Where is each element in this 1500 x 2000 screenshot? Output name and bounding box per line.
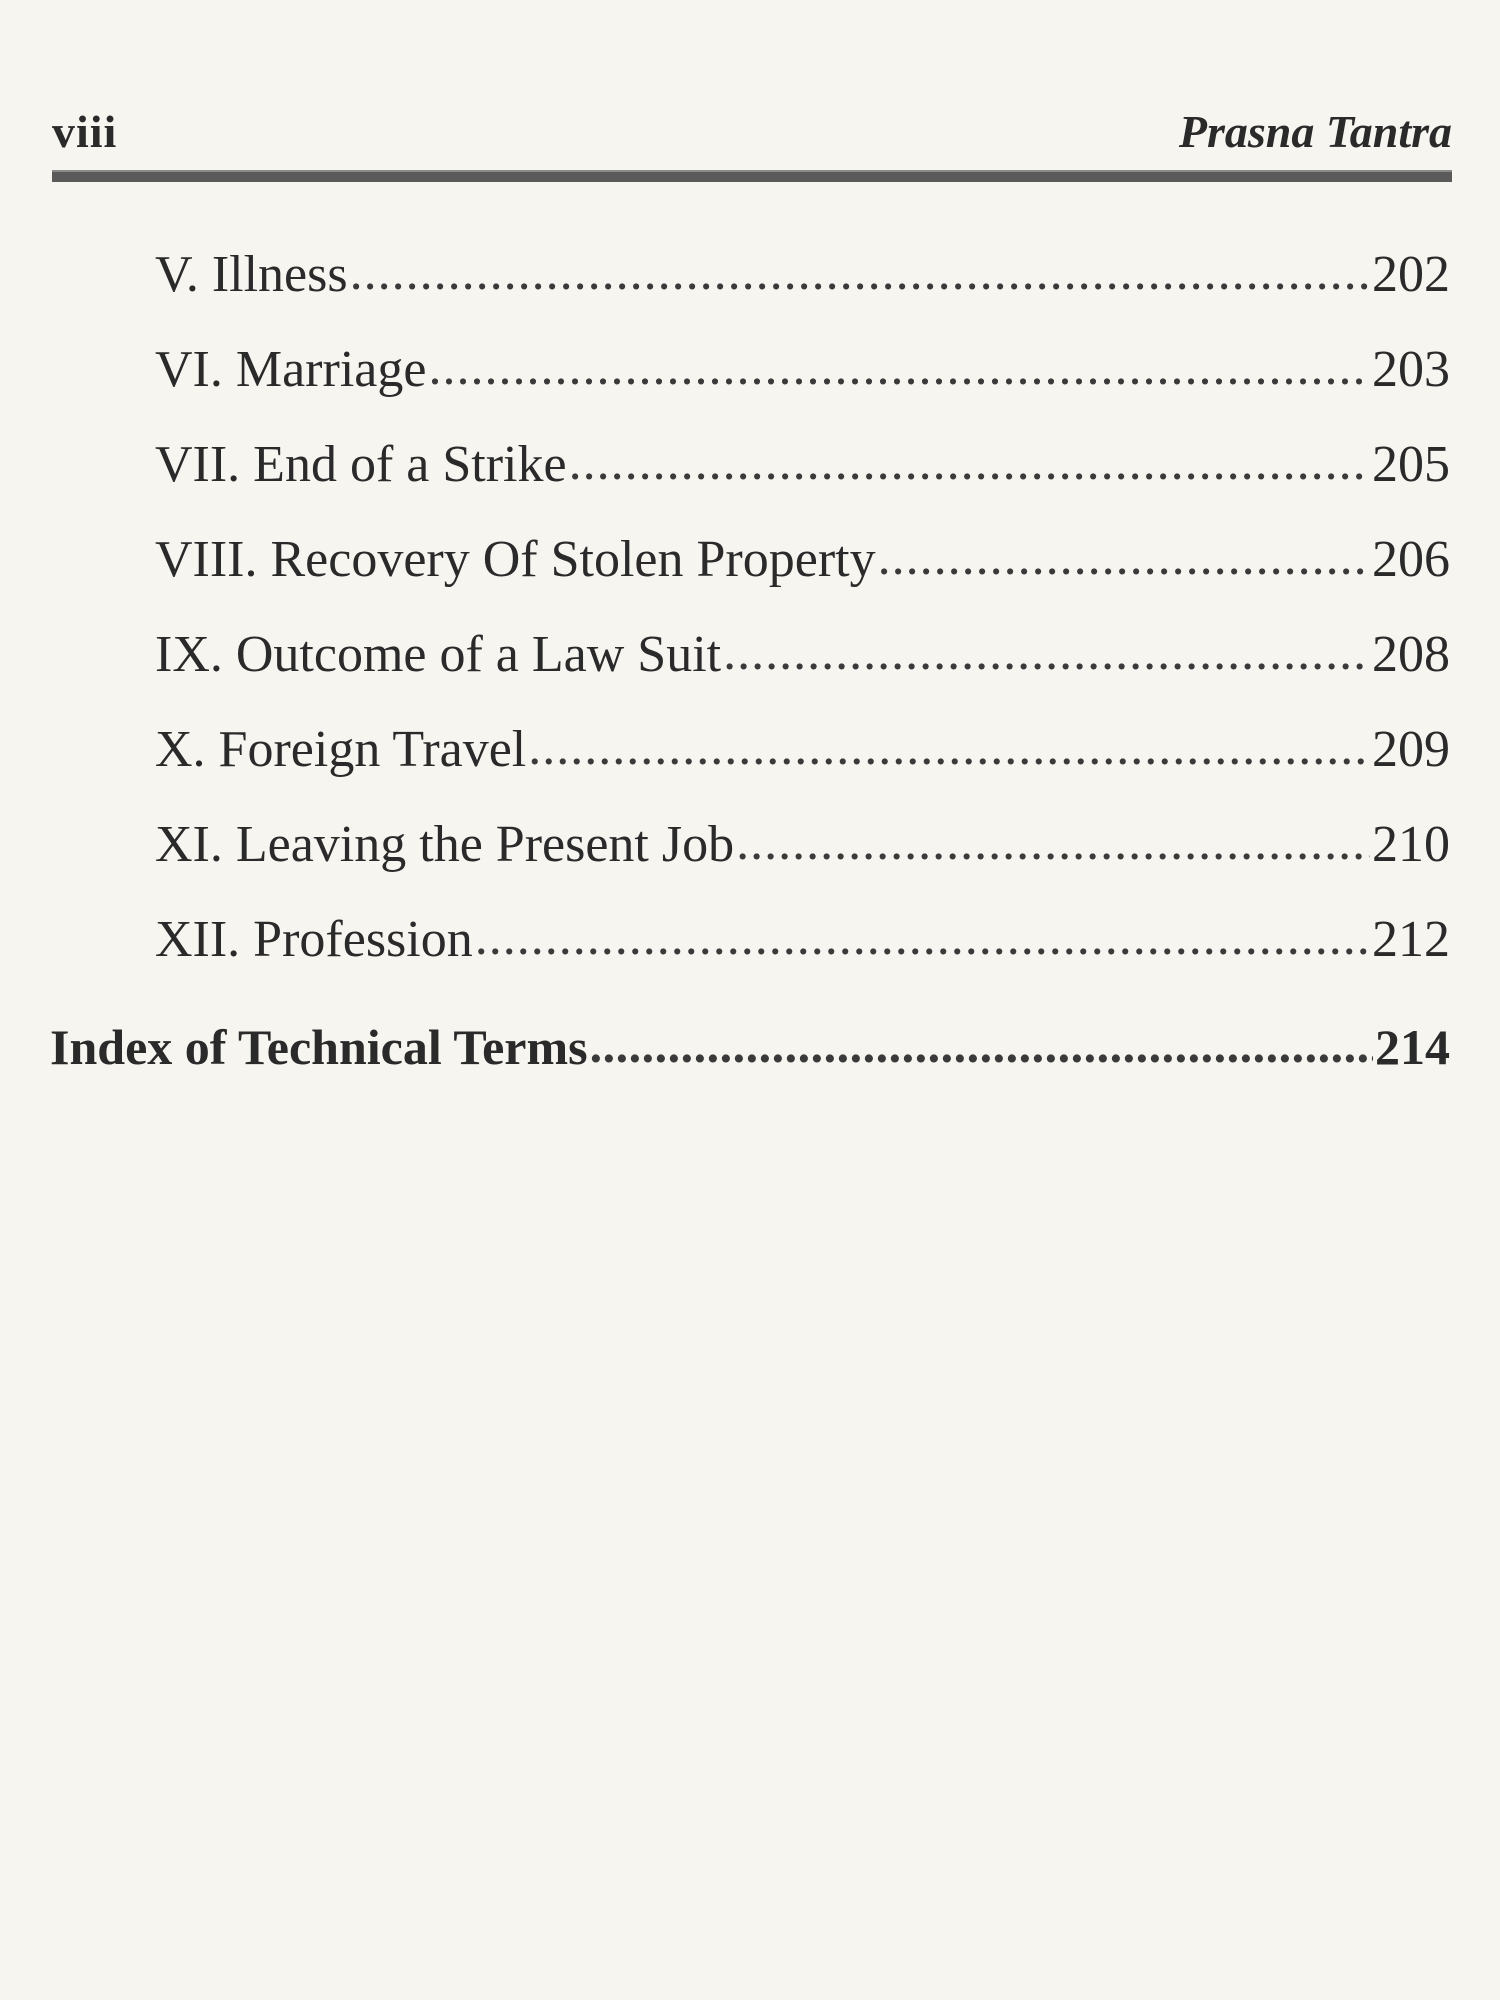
dot-leader <box>350 238 1370 308</box>
toc-entry-page: 210 <box>1372 816 1450 873</box>
toc-entry <box>50 335 1450 430</box>
dot-leader <box>569 428 1370 498</box>
dot-leader <box>528 713 1370 783</box>
toc-entry-title: V. Illness <box>155 246 348 303</box>
toc-entry <box>50 810 1450 905</box>
toc-entry-page: 203 <box>1372 341 1450 398</box>
toc-entry <box>50 430 1450 525</box>
header-rule <box>52 170 1452 182</box>
toc-entry-page: 206 <box>1372 531 1450 588</box>
dot-leader <box>475 903 1370 973</box>
toc-entry-title: XII. Profession <box>155 911 473 968</box>
running-title: Prasna Tantra <box>1178 106 1452 157</box>
toc-entry-page: 208 <box>1372 626 1450 683</box>
toc-entry-title: XI. Leaving the Present Job <box>155 816 735 873</box>
toc-entry-page: 202 <box>1372 246 1450 303</box>
toc-entry-main <box>50 1012 1450 1107</box>
dot-leader <box>428 333 1370 403</box>
dot-leader <box>736 808 1370 878</box>
toc-entry-page: 209 <box>1372 721 1450 778</box>
toc-entry <box>50 525 1450 620</box>
toc-entry-title: Index of Technical Terms <box>50 1019 588 1075</box>
page-number: viii <box>52 106 118 157</box>
toc-entry <box>50 620 1450 715</box>
toc-entry-page: 205 <box>1372 436 1450 493</box>
dot-leader <box>878 523 1370 593</box>
toc-entry <box>50 905 1450 1000</box>
toc-entry-title: IX. Outcome of a Law Suit <box>155 626 722 683</box>
toc-entry-page: 214 <box>1375 1019 1450 1075</box>
dot-leader <box>590 1010 1373 1080</box>
table-of-contents <box>50 240 1450 1107</box>
toc-entry-title: X. Foreign Travel <box>155 721 527 778</box>
page-header <box>52 95 1452 165</box>
toc-entry-page: 212 <box>1372 911 1450 968</box>
toc-entry <box>50 240 1450 335</box>
toc-entry <box>50 715 1450 810</box>
toc-entry-title: VI. Marriage <box>155 341 427 398</box>
toc-entry-title: VII. End of a Strike <box>155 436 567 493</box>
dot-leader <box>723 618 1370 688</box>
toc-entry-title: VIII. Recovery Of Stolen Property <box>155 531 876 588</box>
